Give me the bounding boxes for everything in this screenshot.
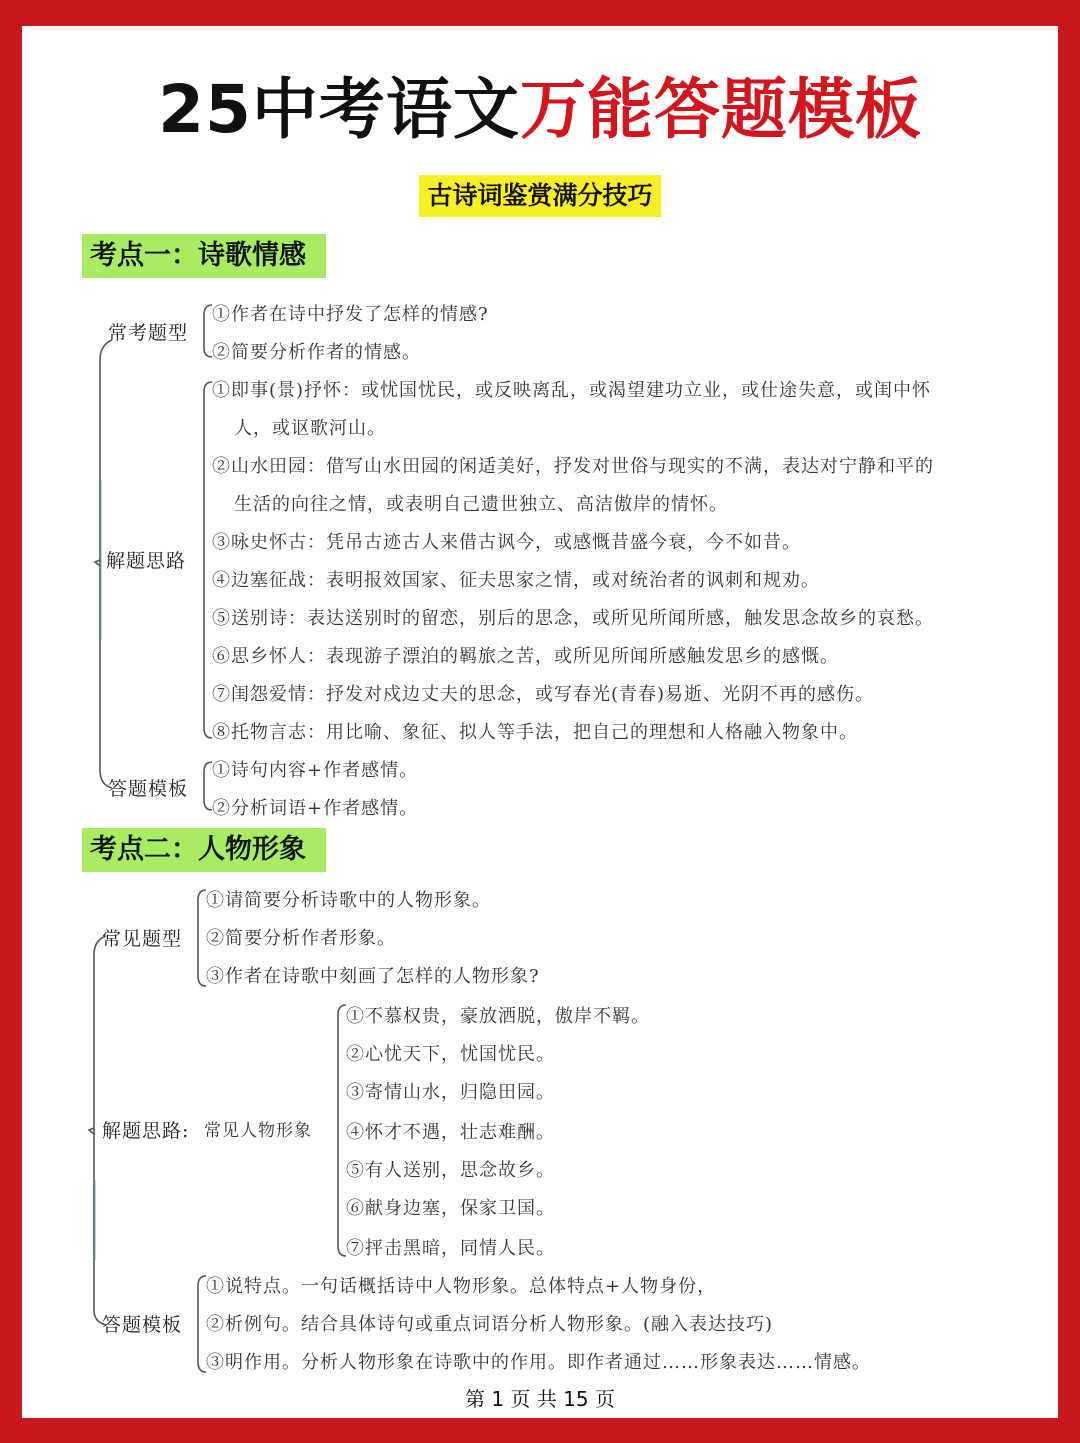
s2-g2-item: ⑤有人送别，思念故乡。 (346, 1160, 555, 1181)
s1-g2-item: ②山水田园：借写山水田园的闲适美好，抒发对世俗与现实的不满，表达对宁静和平的 (212, 456, 934, 477)
s2-g2-label: 解题思路: (102, 1120, 190, 1142)
s1-g2-label: 解题思路 (106, 550, 187, 572)
s1-g3-item: ②分析词语+作者感情。 (212, 798, 419, 819)
s1-g3-label: 答题模板 (108, 778, 189, 800)
s2-g3-item: ③明作用。分析人物形象在诗歌中的作用。即作者通过……形象表达……情感。 (206, 1352, 871, 1373)
title-part1: 25中考语文 (158, 71, 520, 148)
s1-g2-item: ⑧托物言志：用比喻、象征、拟人等手法，把自己的理想和人格融入物象中。 (212, 722, 858, 743)
s1-g2-item: ⑥思乡怀人：表现游子漂泊的羁旅之苦，或所见所闻所感触发思乡的感慨。 (212, 646, 839, 667)
s1-g2-item: 生活的向往之情，或表明自己遗世独立、高洁傲岸的情怀。 (234, 494, 728, 515)
s1-g2-item: ⑤送别诗：表达送别时的留恋，别后的思念，或所见所闻所感，触发思念故乡的哀愁。 (212, 608, 934, 629)
s2-g1-item: ①请简要分析诗歌中的人物形象。 (206, 890, 491, 911)
s1-g2-item: ①即事(景)抒怀：或忧国忧民，或反映离乱，或渴望建功立业，或仕途失意，或闺中怀 (212, 380, 932, 401)
s2-g2-item: ⑥献身边塞，保家卫国。 (346, 1198, 555, 1219)
s1-g2-item: ③咏史怀古：凭吊古迹古人来借古讽今，或感慨昔盛今衰，今不如昔。 (212, 532, 801, 553)
s1-g3-item: ①诗句内容+作者感情。 (212, 760, 419, 781)
s1-g2-item: 人，或讴歌河山。 (234, 418, 386, 439)
title-part2: 万能答题模板 (519, 71, 922, 148)
s1-g2-item: ⑦闺怨爱情：抒发对戍边丈夫的思念，或写春光(青春)易逝、光阴不再的感伤。 (212, 684, 875, 705)
subtitle: 古诗词鉴赏满分技巧 (419, 175, 660, 217)
s2-g2-item: ②心忧天下，忧国忧民。 (346, 1044, 555, 1065)
s2-g1-label: 常见题型 (102, 928, 183, 950)
section2-heading: 考点二：人物形象 (82, 828, 326, 872)
s2-g3-label: 答题模板 (102, 1314, 183, 1336)
s2-g2-item: ③寄情山水，归隐田园。 (346, 1082, 555, 1103)
s2-g1-item: ③作者在诗歌中刻画了怎样的人物形象? (206, 966, 540, 987)
s2-g3-item: ②析例句。结合具体诗句或重点词语分析人物形象。(融入表达技巧) (206, 1314, 774, 1335)
s2-g2-item: ①不慕权贵，豪放洒脱，傲岸不羁。 (346, 1006, 650, 1027)
page-footer: 第 1 页 共 15 页 (465, 1387, 615, 1411)
s2-g2-item: ⑦抨击黑暗，同情人民。 (346, 1238, 555, 1259)
s2-g2-sublabel: 常见人物形象 (204, 1121, 312, 1141)
s1-g1-item: ②简要分析作者的情感。 (212, 342, 421, 363)
s2-g1-item: ②简要分析作者形象。 (206, 928, 396, 949)
section1-heading: 考点一：诗歌情感 (82, 234, 326, 278)
s1-g1-label: 常考题型 (108, 322, 189, 344)
s2-g3-item: ①说特点。一句话概括诗中人物形象。总体特点+人物身份， (206, 1276, 717, 1297)
s1-g2-item: ④边塞征战：表明报效国家、征夫思家之情，或对统治者的讽刺和规劝。 (212, 570, 820, 591)
s1-g1-item: ①作者在诗中抒发了怎样的情感? (212, 304, 489, 325)
s2-g2-item: ④怀才不遇，壮志难酬。 (346, 1122, 555, 1143)
